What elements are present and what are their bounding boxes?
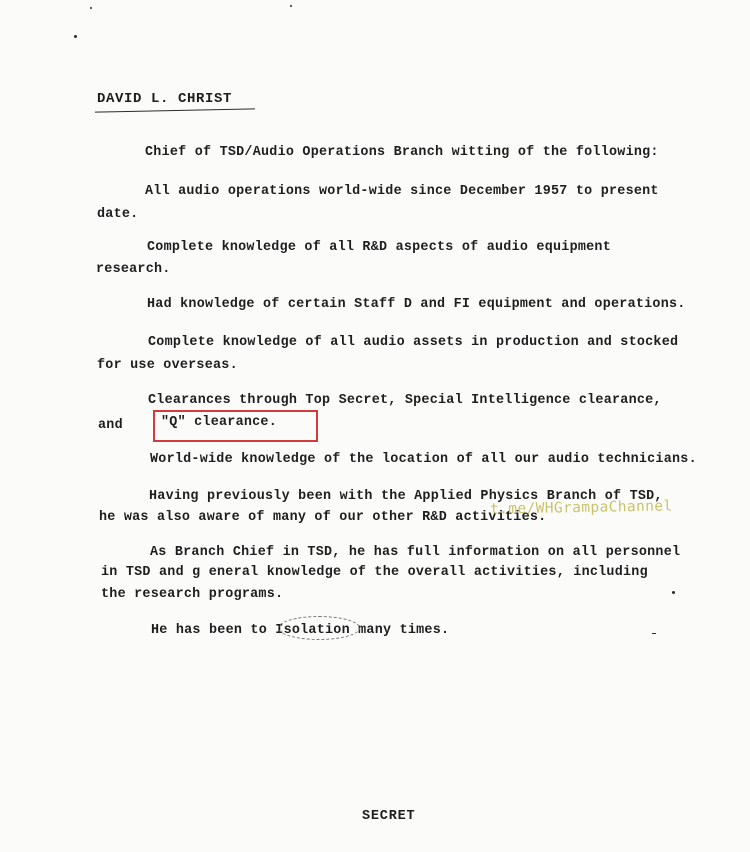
text-line: All audio operations world-wide since December 1957 to present bbox=[145, 184, 659, 199]
text-line: Clearances through Top Secret, Special Intelligence clearance, bbox=[148, 393, 662, 408]
text-line: in TSD and g eneral knowledge of the overall activities, including bbox=[101, 565, 648, 580]
text-line: As Branch Chief in TSD, he has full information on all personnel bbox=[150, 545, 681, 560]
text-line: the research programs. bbox=[101, 587, 284, 602]
text-line: Having previously been with the Applied Physics Branch of TSD, bbox=[149, 489, 663, 504]
highlight-box bbox=[153, 410, 318, 442]
text-line: Complete knowledge of all R&D aspects of audio equipment bbox=[147, 240, 611, 255]
scan-speck bbox=[74, 35, 77, 38]
scan-speck bbox=[290, 5, 292, 7]
text-line: World-wide knowledge of the location of all our audio technicians. bbox=[150, 452, 697, 467]
classification-footer: SECRET bbox=[362, 809, 416, 824]
q-clearance-text: "Q" clearance. bbox=[161, 415, 277, 430]
text-line: date. bbox=[97, 207, 139, 222]
text-line: research. bbox=[96, 262, 171, 277]
scan-speck bbox=[90, 7, 92, 9]
text-line: he was also aware of many of our other R&D activities. bbox=[99, 510, 547, 525]
heading-underline bbox=[95, 108, 255, 113]
watermark: t.me/WHGrampaChannel bbox=[489, 498, 673, 518]
text-line: Chief of TSD/Audio Operations Branch witting of the following: bbox=[145, 145, 659, 160]
text-line: He has been to Isolation many times. bbox=[151, 623, 450, 638]
handwritten-circle bbox=[278, 616, 360, 640]
text-line: Had knowledge of certain Staff D and FI equipment and operations. bbox=[147, 297, 686, 312]
document-heading: DAVID L. CHRIST bbox=[97, 91, 233, 107]
scan-speck bbox=[672, 591, 675, 594]
text-line: and bbox=[98, 418, 123, 433]
scan-speck bbox=[652, 633, 656, 634]
text-line: Complete knowledge of all audio assets in production and stocked bbox=[148, 335, 679, 350]
text-line: for use overseas. bbox=[97, 358, 238, 373]
